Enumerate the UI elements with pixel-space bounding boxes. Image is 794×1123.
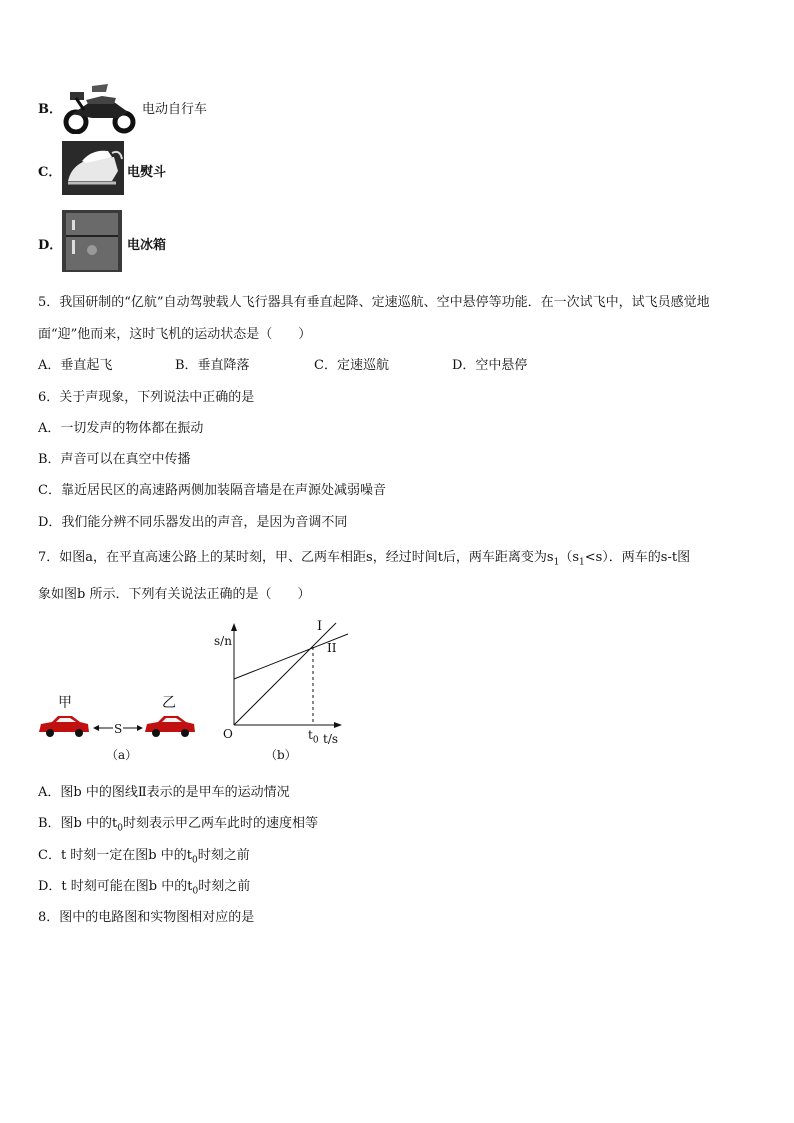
- option-c-letter: C．: [38, 165, 62, 180]
- q6-option-a: A．一切发声的物体都在振动: [38, 421, 204, 436]
- q7-option-d: D．t 时刻可能在图b 中的$t_0$时刻之前: [38, 879, 251, 897]
- option-d-letter: D．: [38, 238, 63, 253]
- q7-option-c: C．t 时刻一定在图b 中的$t_0$时刻之前: [38, 848, 250, 866]
- gap-label: S: [114, 722, 123, 736]
- figure-a: [36, 690, 206, 765]
- q5-stem-line1: 5．我国研制的“亿航”自动驾驶载人飞行器具有垂直起降、定速巡航、空中悬停等功能．在一次试飞中，试飞员感觉地: [38, 295, 710, 310]
- q5-option-d: D．空中悬停: [452, 358, 528, 373]
- q6-option-c: C．靠近居民区的高速路两侧加装隔音墙是在声源处减弱噪音: [38, 483, 386, 498]
- t0-label: $t_0$: [308, 728, 319, 746]
- q7-stem-line2: 象如图b 所示．下列有关说法正确的是（ ）: [38, 587, 311, 602]
- option-b-letter: B．: [38, 102, 62, 117]
- q5-option-a: A．垂直起飞: [38, 358, 113, 373]
- x-axis-label: t/s: [323, 732, 339, 746]
- figure-b-caption: （b）: [265, 748, 297, 762]
- q6-option-b: B．声音可以在真空中传播: [38, 452, 191, 467]
- origin-label: O: [223, 727, 233, 741]
- q6-stem: 6．关于声现象，下列说法中正确的是: [38, 390, 255, 405]
- line-i-label: I: [317, 619, 323, 634]
- figure-a-caption: （a）: [106, 748, 138, 762]
- car-jia-label: 甲: [58, 695, 72, 711]
- option-c-label: 电熨斗: [127, 165, 167, 180]
- figure-b: [210, 615, 360, 775]
- q8-stem: 8．图中的电路图和实物图相对应的是: [38, 910, 255, 925]
- graph-line-i: [234, 623, 336, 725]
- q5-stem-line2: 面“迎”他而来，这时飞机的运动状态是（ ）: [38, 327, 312, 342]
- y-axis-label: s/n: [214, 634, 232, 648]
- q5-option-b: B．垂直降落: [175, 358, 250, 373]
- line-ii-label: II: [327, 641, 337, 655]
- q7-option-a: A．图b 中的图线Ⅱ表示的是甲车的运动情况: [38, 785, 290, 800]
- q7-option-b: B．图b 中的$t_0$时刻表示甲乙两车此时的速度相等: [38, 816, 318, 834]
- option-d-label: 电冰箱: [127, 238, 167, 253]
- q6-option-d: D．我们能分辨不同乐器发出的声音，是因为音调不同: [38, 515, 348, 530]
- car-jia-icon: [39, 716, 89, 737]
- car-yi-icon: [145, 716, 195, 737]
- car-yi-label: 乙: [162, 695, 176, 711]
- option-b-label: 电动自行车: [142, 102, 208, 117]
- q5-option-c: C．定速巡航: [314, 358, 389, 373]
- electric-bike-image: [62, 78, 140, 134]
- electric-iron-image: [62, 141, 124, 195]
- q7-stem-line1: 7．如图a，在平直高速公路上的某时刻，甲、乙两车相距s，经过时间t后，两车距离变为$s_1(s_1<s)$．两车的s-t图: [38, 550, 691, 568]
- refrigerator-image: [62, 210, 122, 272]
